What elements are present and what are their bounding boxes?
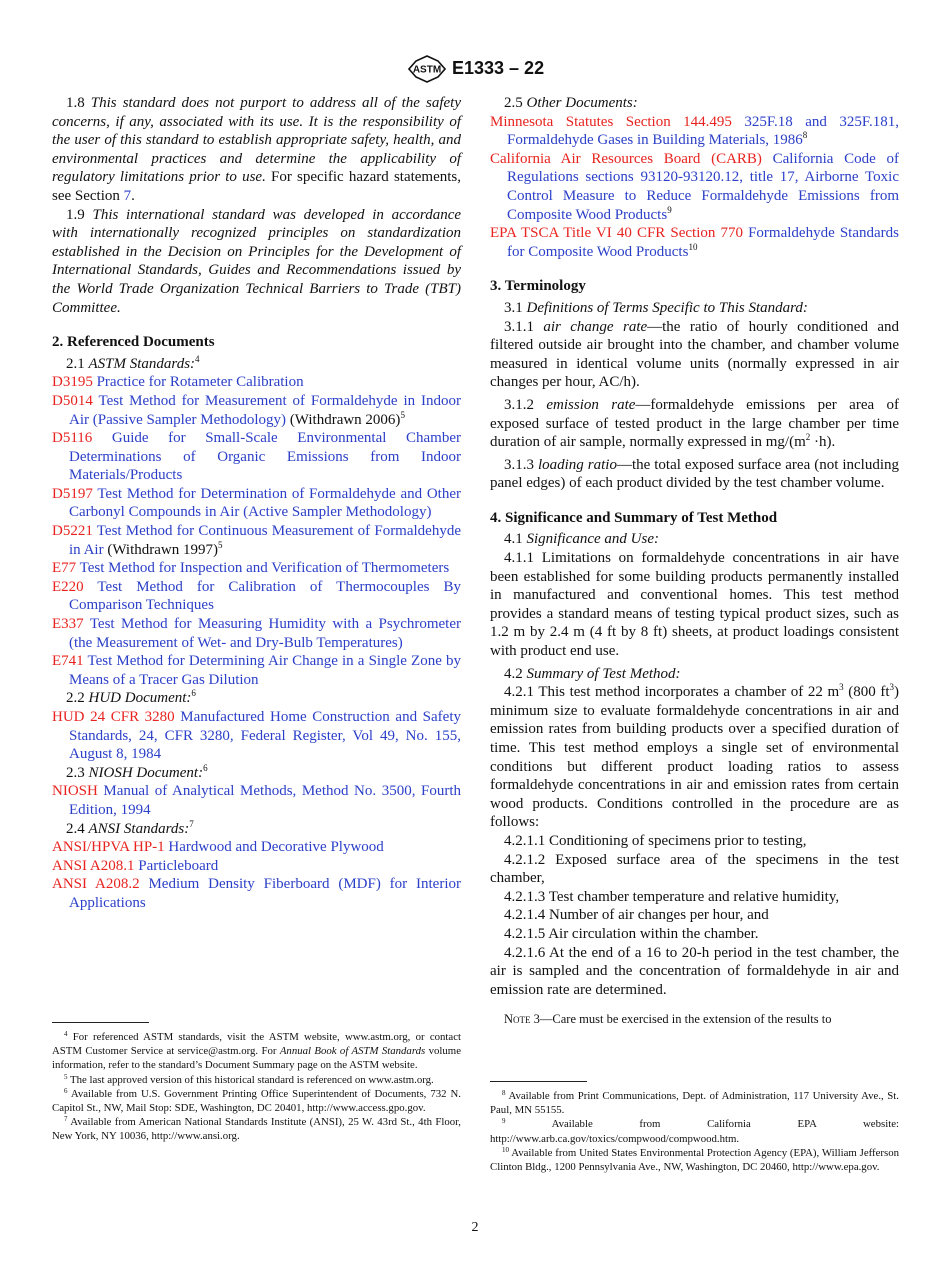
footnote-number: 4 — [64, 1030, 68, 1038]
item-text: Air circulation within the chamber. — [548, 925, 759, 942]
subsection-4-2: 4.2 Summary of Test Method: — [504, 665, 681, 682]
right-column — [490, 94, 899, 1027]
reference-title[interactable]: Test Method for Measurement of Formaldehyde in Indoor Air (Passive Sampler Methodology) — [69, 392, 461, 428]
reference-title[interactable]: Test Method for Determining Air Change in a Single Zone by Means of a Tracer Gas Dilution — [69, 653, 461, 688]
item-number: 4.2.1.6 — [504, 944, 546, 961]
para-4-2-1: 4.2.1 This test method incorporates a chamber of 22 $m^3$ (800 $ft^3$) minimum size to evaluate formaldehyde concentrations in air and emission rates from building products over a specified duration of time. This test method employs a single set of environmental conditions but different product loading ratios to assess formaldehyde concentrations in air and emission rates from certain wood products. Conditions controlled in the procedure are as follows: — [490, 682, 899, 831]
reference-title[interactable]: 325F.18 and 325F.181, Formaldehyde Gases in Building Materials, 1986 — [507, 113, 899, 149]
astm-reference — [52, 578, 461, 615]
definition-3-1-1: 3.1.1 air change rate—the ratio of hourly conditioned and filtered outside air brought into the chamber, and chamber volume measured in identical volume units (normally expressed in air changes per hour, AC/h). — [490, 318, 900, 391]
reference-title[interactable]: Hardwood and Decorative Plywood — [168, 839, 384, 856]
item-text: Conditioning of specimens prior to testing, — [549, 832, 807, 849]
definition-3-1-2: 3.1.2 emission rate—formaldehyde emissions per area of exposed surface of tested product in the large chamber per time duration of air sample, normally expressed in $mg/(m^2 \cdot h)$. — [490, 396, 899, 451]
section-4-heading: 4. Significance and Summary of Test Method — [490, 509, 778, 526]
reference-code[interactable]: ANSI/HPVA HP-1 — [52, 839, 165, 856]
reference-title[interactable]: Test Method for Continuous Measurement of Formaldehyde in Air — [69, 523, 461, 558]
astm-reference — [52, 392, 461, 429]
footnote-text: The last approved version of this historical standard is referenced on www.astm.org. — [70, 1073, 434, 1086]
footnote — [52, 1073, 461, 1087]
ansi-reference — [52, 875, 461, 912]
reference-title[interactable]: Formaldehyde Standards for Composite Wood Products — [507, 225, 899, 260]
reference-code[interactable]: E741 — [52, 653, 84, 670]
subsection-3-1: 3.1 Definitions of Terms Specific to This Standard: — [504, 299, 808, 316]
reference-title[interactable]: Practice for Rotameter Calibration — [96, 374, 304, 391]
footnote-number: 10 — [502, 1145, 509, 1154]
footnotes-left — [52, 1030, 461, 1144]
document-designation: E1333 – 22 — [452, 58, 545, 78]
footnote-marker: 10 — [688, 241, 698, 252]
astm-reference — [52, 652, 461, 689]
footnote-marker: 5 — [217, 539, 223, 550]
condition-item — [490, 925, 899, 944]
reference-code[interactable]: ANSI A208.2 — [52, 876, 140, 893]
reference-status: (Withdrawn 2006) — [286, 411, 401, 428]
reference-code[interactable]: EPA TSCA Title VI 40 CFR Section 770 — [490, 225, 743, 242]
astm-reference-list — [52, 373, 461, 689]
footnote-marker: 8 — [802, 130, 808, 141]
footnote — [52, 1030, 461, 1073]
para-1-9: 1.9 This international standard was developed in accordance with internationally recognized principles on standardization established in the Decision on Principles for the Development of International Standards, Guides and Recommendations issued by the World Trade Organization Technical Barriers to Trade (TBT) Committee. — [52, 206, 462, 316]
other-reference-list — [490, 113, 899, 262]
astm-reference — [52, 615, 461, 652]
item-number: 4.2.1.1 — [504, 832, 546, 849]
footnote-text: Available from U.S. Government Printing Office Superintendent of Documents, 732 N. Capitol St., NW, Mail Stop: SDE, Washington, DC 20401, http://www.access.gpo.gov. — [52, 1087, 461, 1115]
footnote-marker: 5 — [400, 409, 405, 420]
item-text: At the end of a 16 to 20-h period in the test chamber, the air is sampled and the concentration of formaldehyde in air and emission rate are determined. — [490, 944, 899, 998]
other-reference — [490, 150, 899, 224]
ansi-reference — [52, 838, 461, 857]
footnotes-right — [490, 1089, 899, 1174]
condition-item — [490, 906, 899, 925]
footnote — [52, 1115, 461, 1143]
para-1-8: 1.8 This standard does not purport to address all of the safety concerns, if any, associated with its use. It is the responsibility of the user of this standard to establish appropriate safety, health, and environmental practices and determine the applicability of regulatory limitations prior to use. For specific hazard statements, see Section 7. — [52, 95, 462, 204]
footnote-text: Available from United States Environmental Protection Agency (EPA), William Jefferson Clinton Bldg., 1200 Pennsylvania Ave., NW, Washington, DC 20460, http://www.epa.gov. — [490, 1146, 900, 1174]
footnote — [490, 1089, 899, 1117]
footnote-rule-left — [52, 1022, 149, 1023]
reference-title[interactable]: Test Method for Determination of Formaldehyde and Other Carbonyl Compounds in Air (Active Sampler Methodology) — [69, 485, 461, 521]
footnote-text: Available from California EPA website: http://www.arb.ca.gov/toxics/compwood/compwood.htm. — [490, 1118, 899, 1145]
condition-item — [490, 851, 899, 888]
item-number: 4.2.1.3 — [504, 888, 546, 905]
reference-title[interactable]: Guide for Small-Scale Environmental Chamber Determinations of Organic Emissions from Indoor Materials/Products — [69, 430, 461, 484]
astm-reference — [52, 485, 461, 522]
reference-title[interactable]: Test Method for Calibration of Thermocouples By Comparison Techniques — [69, 578, 461, 614]
reference-code[interactable]: D5116 — [52, 430, 93, 447]
reference-title[interactable]: Test Method for Measuring Humidity with a Psychrometer (the Measurement of Wet- and Dry-Bulb Temperatures) — [69, 616, 462, 651]
reference-code[interactable]: D5221 — [52, 523, 93, 540]
reference-code[interactable]: Minnesota Statutes Section 144.495 — [490, 113, 732, 130]
footnote — [52, 1087, 461, 1115]
item-number: 4.2.1.5 — [504, 925, 546, 942]
niosh-reference: NIOSH Manual of Analytical Methods, Method No. 3500, Fourth Edition, 1994 — [52, 783, 462, 818]
condition-list — [490, 832, 899, 999]
para-4-1-1: 4.1.1 Limitations on formaldehyde concentrations in air have been established for some building products permanently installed in manufactured and conventional homes. This test method provides a standard means of testing typical product sizes, such as 1.2 m by 2.4 m (4 ft by 8 ft) sheets, at product loadings consistent with product end use. — [490, 550, 900, 660]
other-reference — [490, 113, 899, 150]
page-number: 2 — [471, 1220, 479, 1235]
footnote-text: For referenced ASTM standards, visit the ASTM website, www.astm.org, or contact ASTM Customer Service at service@astm.org. For — [52, 1031, 461, 1058]
footnote-text: Available from American National Standards Institute (ANSI), 25 W. 43rd St., 4th Floor, New York, NY 10036, http://www.ansi.org. — [52, 1116, 461, 1143]
reference-code[interactable]: E220 — [52, 578, 84, 595]
reference-code[interactable]: E77 — [52, 560, 77, 577]
footnote-number: 5 — [64, 1072, 68, 1081]
definition-3-1-3: 3.1.3 loading ratio—the total exposed surface area (not including panel edges) of each product divided by the test chamber volume. — [490, 456, 899, 492]
astm-reference — [52, 429, 461, 485]
footnote-rule-right — [490, 1081, 587, 1082]
hud-reference: HUD 24 CFR 3280 Manufactured Home Construction and Safety Standards, 24, CFR 3280, Federal Register, Vol 49, No. 155, August 8, 1984 — [52, 709, 461, 763]
section-7-link[interactable]: 7 — [123, 187, 132, 204]
ansi-reference — [52, 857, 461, 876]
condition-item — [490, 944, 899, 1000]
item-text: Number of air changes per hour, and — [549, 907, 769, 924]
footnote-number: 9 — [502, 1117, 506, 1126]
reference-title[interactable]: Test Method for Inspection and Verification of Thermometers — [79, 560, 450, 577]
left-column — [52, 94, 461, 913]
footnote-number: 8 — [502, 1089, 506, 1097]
astm-logo — [408, 55, 446, 83]
reference-code[interactable]: E337 — [52, 616, 84, 633]
subsection-2-2: 2.2 HUD Document:$^6$ — [66, 688, 196, 707]
subsection-2-1: 2.1 ASTM Standards:$^4$ — [66, 353, 200, 372]
item-text: Exposed surface area of the specimens in the test chamber, — [490, 851, 899, 887]
footnote-number: 6 — [64, 1086, 68, 1095]
reference-code[interactable]: D3195 — [52, 374, 93, 391]
condition-item — [490, 832, 899, 851]
note-3: Note 3—Care must be exercised in the extension of the results to — [504, 1012, 832, 1027]
item-number: 4.2.1.4 — [504, 907, 546, 924]
subsection-2-3: 2.3 NIOSH Document:$^6$ — [66, 762, 208, 781]
reference-title[interactable]: California Code of Regulations sections 93120-93120.12, title 17, Airborne Toxic Control Measure to Reduce Formaldehyde Emissions from Composite Wood Products — [507, 150, 899, 223]
footnote — [490, 1146, 899, 1174]
footnote-text: Available from Print Communications, Dept. of Administration, 117 University Ave., St. Paul, MN 55155. — [490, 1090, 899, 1117]
section-2-heading: 2. Referenced Documents — [52, 334, 215, 351]
subsection-2-5: 2.5 Other Documents: — [504, 95, 638, 111]
astm-reference — [52, 373, 461, 392]
subsection-4-1: 4.1 Significance and Use: — [504, 531, 659, 548]
item-number: 4.2.1.2 — [504, 851, 546, 868]
item-text: Test chamber temperature and relative humidity, — [548, 888, 840, 905]
subsection-2-4: 2.4 ANSI Standards:$^7$ — [66, 818, 194, 837]
astm-reference — [52, 559, 461, 578]
reference-code[interactable]: D5014 — [52, 392, 93, 409]
reference-code[interactable]: D5197 — [52, 485, 93, 502]
svg-text:ASTM: ASTM — [412, 64, 442, 76]
page-header — [0, 55, 950, 83]
reference-title[interactable]: Particleboard — [138, 857, 219, 874]
footnote-italic: Annual Book of ASTM Standards — [279, 1045, 426, 1058]
reference-status: (Withdrawn 1997) — [103, 541, 218, 558]
astm-reference — [52, 522, 461, 559]
reference-code[interactable]: California Air Resources Board (CARB) — [490, 150, 762, 167]
footnote-marker: 9 — [667, 204, 672, 215]
condition-item — [490, 888, 899, 907]
reference-code[interactable]: ANSI A208.1 — [52, 857, 135, 874]
footnote — [490, 1117, 899, 1145]
ansi-reference-list — [52, 838, 461, 912]
footnote-number: 7 — [64, 1115, 68, 1124]
section-3-heading: 3. Terminology — [490, 278, 586, 295]
footnote-text-cont: volume information, refer to the standard’s Document Summary page on the ASTM website. — [52, 1045, 461, 1072]
reference-title[interactable]: Medium Density Fiberboard (MDF) for Interior Applications — [69, 876, 461, 911]
other-reference — [490, 224, 899, 261]
